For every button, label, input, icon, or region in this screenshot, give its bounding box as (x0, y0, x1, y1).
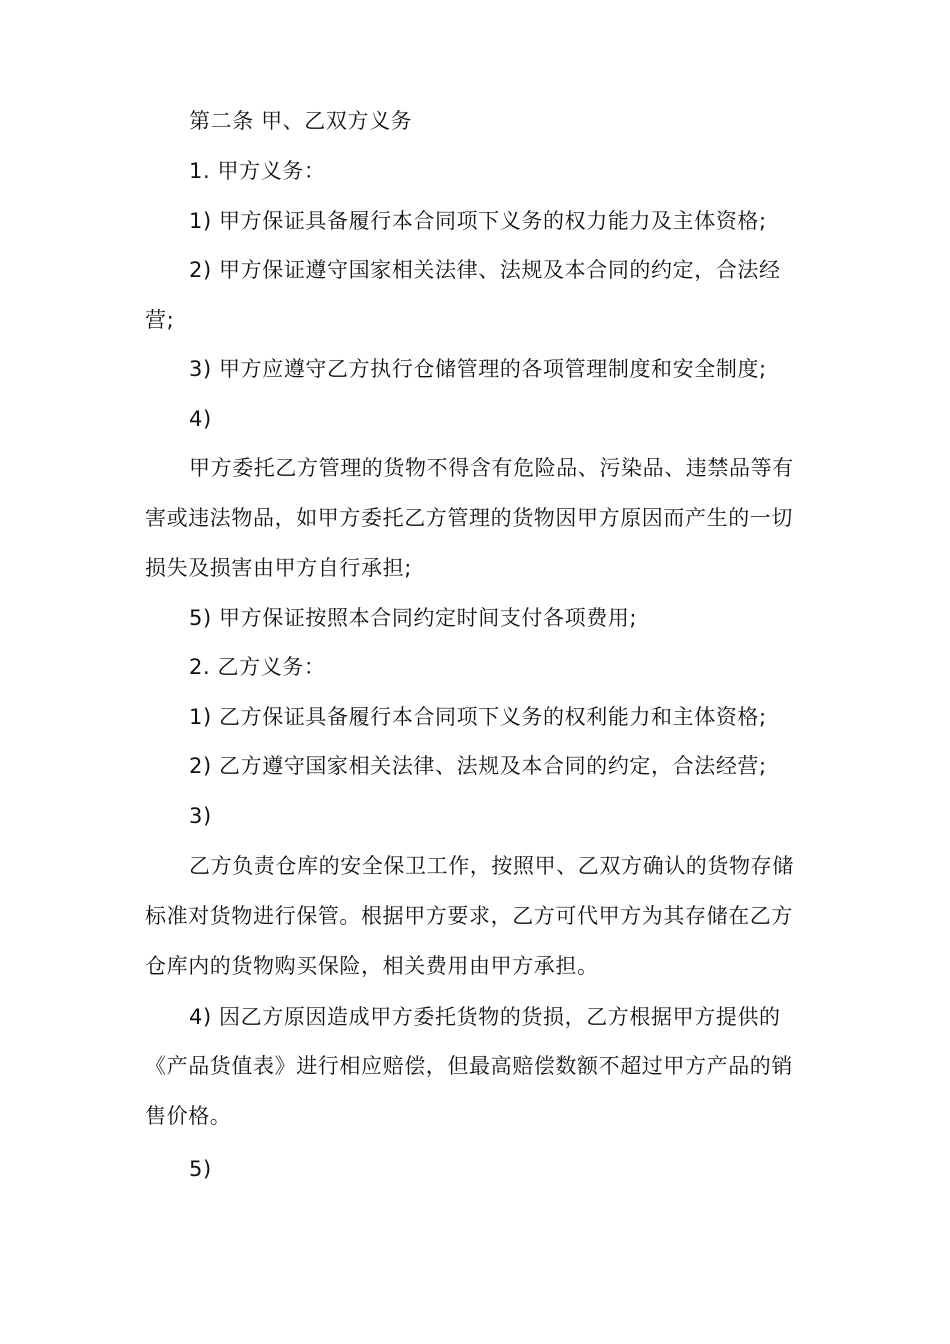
party-a-item-5: 5) 甲方保证按照本合同约定时间支付各项费用; (189, 606, 638, 630)
party-a-item-2: 2) 甲方保证遵守国家相关法律、法规及本合同的约定，合法经 (189, 258, 781, 282)
party-b-item-4-continued-1: 《产品货值表》进行相应赔偿，但最高赔偿数额不超过甲方产品的销 (145, 1054, 793, 1078)
party-b-item-2: 2) 乙方遵守国家相关法律、法规及本合同的约定，合法经营; (189, 754, 767, 778)
party-b-item-3-text-continued-2: 仓库内的货物购买保险，相关费用由甲方承担。 (145, 954, 599, 978)
party-b-item-1: 1) 乙方保证具备履行本合同项下义务的权利能力和主体资格; (189, 705, 767, 729)
party-b-item-3-text: 乙方负责仓库的安全保卫工作，按照甲、乙双方确认的货物存储 (189, 854, 794, 878)
party-a-item-4-text: 甲方委托乙方管理的货物不得含有危险品、污染品、违禁品等有 (189, 456, 794, 480)
party-a-item-1: 1) 甲方保证具备履行本合同项下义务的权力能力及主体资格; (189, 209, 767, 233)
party-a-item-4-number: 4) (189, 407, 212, 431)
party-b-item-5-number: 5) (189, 1157, 212, 1181)
article-heading: 第二条 甲、乙双方义务 (189, 109, 413, 133)
party-a-item-4-text-continued-2: 损失及损害由甲方自行承担; (145, 556, 412, 580)
party-a-item-4-text-continued-1: 害或违法物品，如甲方委托乙方管理的货物因甲方原因而产生的一切 (145, 506, 793, 530)
party-b-item-4-continued-2: 售价格。 (145, 1104, 232, 1128)
party-b-item-3-text-continued-1: 标准对货物进行保管。根据甲方要求，乙方可代甲方为其存储在乙方 (145, 904, 793, 928)
section-heading-party-a: 1. 甲方义务： (189, 159, 326, 183)
section-heading-party-b: 2. 乙方义务： (189, 655, 326, 679)
party-a-item-3: 3) 甲方应遵守乙方执行仓储管理的各项管理制度和安全制度; (189, 357, 767, 381)
party-b-item-3-number: 3) (189, 804, 212, 828)
party-b-item-4: 4) 因乙方原因造成甲方委托货物的货损，乙方根据甲方提供的 (189, 1005, 781, 1029)
party-a-item-2-continued: 营; (145, 308, 175, 332)
